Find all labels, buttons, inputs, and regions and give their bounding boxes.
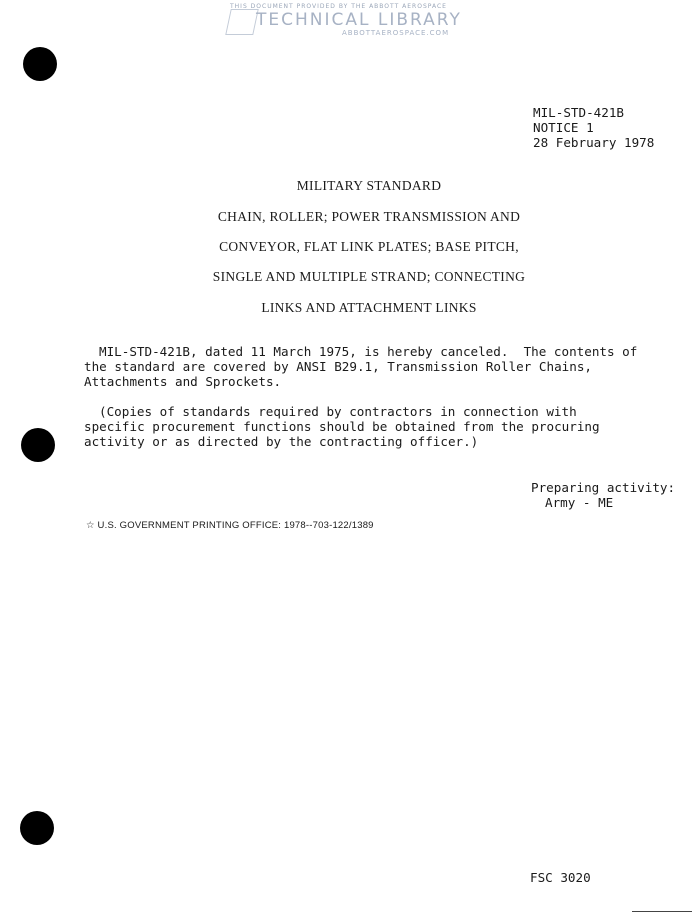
notice-number: NOTICE 1: [533, 120, 594, 135]
fsc-code: FSC 3020: [530, 870, 591, 885]
scan-mark: [632, 911, 692, 912]
doc-number: MIL-STD-421B: [533, 105, 624, 120]
title-line-2: CHAIN, ROLLER; POWER TRANSMISSION AND: [217, 209, 521, 224]
printing-office-note: ☆ U.S. GOVERNMENT PRINTING OFFICE: 1978--703-122/1389: [86, 520, 374, 531]
preparing-activity-label: Preparing activity:: [531, 480, 676, 495]
notice-date: 28 February 1978: [533, 135, 655, 150]
body-para1-line1: MIL-STD-421B, dated 11 March 1975, is hereby canceled. The contents of: [99, 344, 638, 359]
body-para2-line1: (Copies of standards required by contractors in connection with: [99, 404, 577, 419]
title-line-4: SINGLE AND MULTIPLE STRAND; CONNECTING: [212, 269, 526, 284]
body-para1-line2: the standard are covered by ANSI B29.1, Transmission Roller Chains,: [84, 359, 592, 374]
book-icon: [225, 9, 259, 35]
title-line-1: MILITARY STANDARD: [296, 178, 442, 193]
watermark-sub-text: ABBOTTAEROSPACE.COM: [342, 29, 450, 37]
title-line-5: LINKS AND ATTACHMENT LINKS: [261, 300, 477, 315]
watermark-main-text: TECHNICAL LIBRARY: [256, 10, 462, 30]
punch-hole-middle: [21, 428, 55, 462]
title-line-3: CONVEYOR, FLAT LINK PLATES; BASE PITCH,: [219, 239, 519, 254]
body-para1-line3: Attachments and Sprockets.: [84, 374, 282, 389]
watermark-top-text: THIS DOCUMENT PROVIDED BY THE ABBOTT AEROSPACE: [230, 3, 447, 10]
preparing-activity-value: Army - ME: [545, 495, 614, 510]
abbott-watermark: [226, 3, 466, 39]
body-para2-line2: specific procurement functions should be obtained from the procuring: [84, 419, 600, 434]
body-para2-line3: activity or as directed by the contracting officer.): [84, 434, 479, 449]
punch-hole-bottom: [20, 811, 54, 845]
punch-hole-top: [23, 47, 57, 81]
